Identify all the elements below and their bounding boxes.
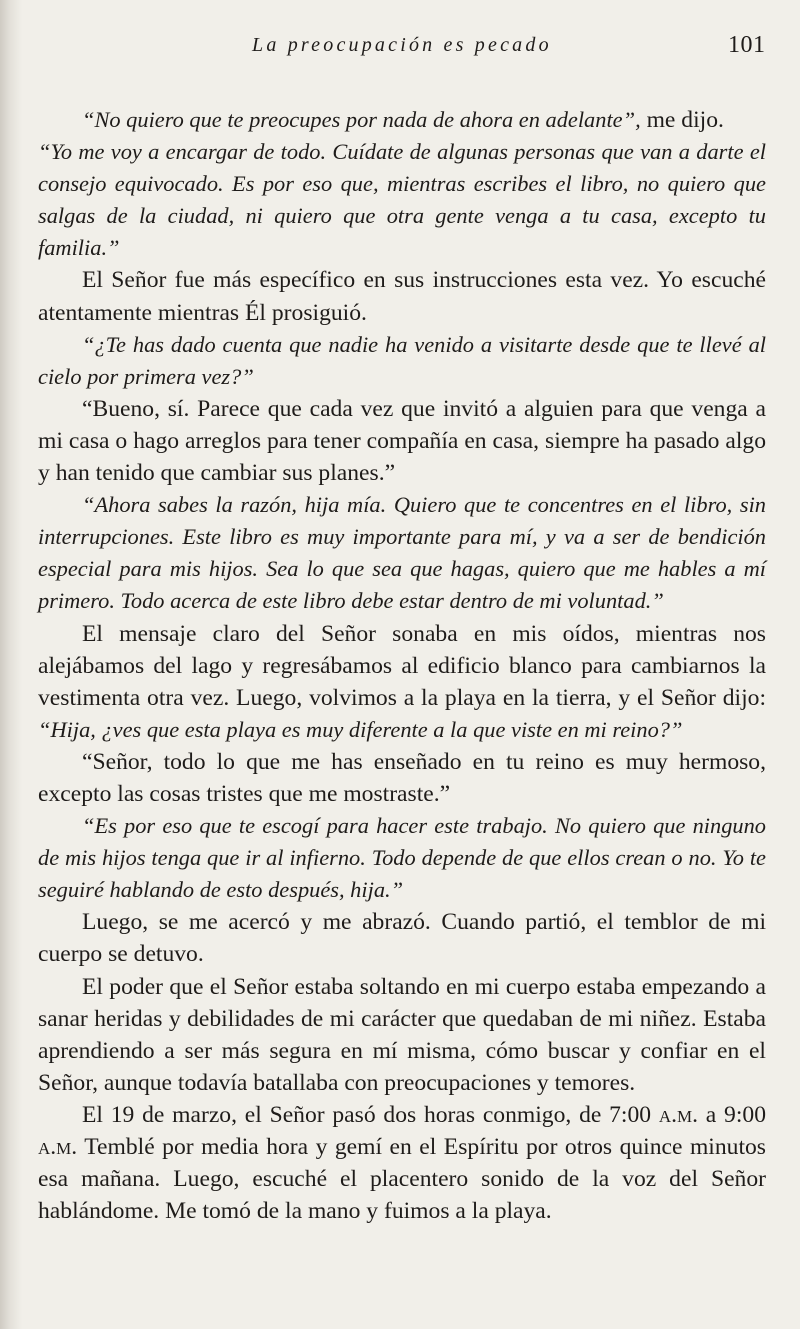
quote-1: “No quiero que te preocupes por nada de ahora en adelante”,: [82, 107, 641, 132]
paragraph-1b: “Yo me voy a encargar de todo. Cuídate de algunas personas que van a darte el consejo equivocado. Es por eso que, mientras escribes el libro, no quiero que salgas de la ciudad, ni quiero que otra gente venga a tu casa, excepto tu familia.”: [38, 139, 766, 261]
quote-1-tail: me dijo.: [640, 107, 724, 133]
time-am-2: a.m.: [38, 1134, 78, 1160]
paragraph-9: Luego, se me acercó y me abrazó. Cuando partió, el temblor de mi cuerpo se detuvo.: [38, 909, 766, 968]
paragraph-11-c: Temblé por media hora y gemí en el Espíritu por otros quince minutos esa mañana. Luego, escuché el placentero sonido de la voz del Señor hablándome. Me tomó de la mano y fuimos a la playa.: [38, 1134, 766, 1225]
running-header: [0, 32, 800, 62]
paragraph-3: “¿Te has dado cuenta que nadie ha venido a visitarte desde que te llevé al cielo por primera vez?”: [38, 331, 766, 389]
paragraph-11: [38, 1099, 766, 1227]
paragraph-4: “Bueno, sí. Parece que cada vez que invitó a alguien para que venga a mi casa o hago arreglos para tener compañía en casa, siempre ha pasado algo y han tenido que cambiar sus planes.”: [38, 395, 766, 487]
paragraph-11-a: El 19 de marzo, el Señor pasó dos horas conmigo, de 7:00: [82, 1101, 659, 1128]
paragraph-6-quote: “Hija, ¿ves que esta playa es muy diferente a la que viste en mi reino?”: [38, 716, 683, 742]
page-gutter-shadow: [0, 0, 22, 1329]
page-number: 101: [728, 32, 766, 58]
paragraph-6-text: El mensaje claro del Señor sonaba en mis oídos, mientras nos alejábamos del lago y regresábamos al edificio blanco para cambiarnos la vestimenta otra vez. Luego, volvimos a la playa en la tierra, y el Señor dijo:: [38, 620, 766, 711]
paragraph-6: [38, 618, 766, 746]
paragraph-11-b: a 9:00: [698, 1101, 766, 1128]
paragraph-7: “Señor, todo lo que me has enseñado en tu reino es muy hermoso, excepto las cosas tristes que me mostraste.”: [38, 748, 766, 807]
running-title: La preocupación es pecado: [252, 34, 552, 56]
paragraph-1: [38, 104, 766, 136]
paragraph-2: El Señor fue más específico en sus instrucciones esta vez. Yo escuché atentamente mientras Él prosiguió.: [38, 267, 766, 326]
time-am-1: a.m.: [658, 1101, 699, 1128]
body-text: [38, 104, 766, 1227]
paragraph-5: “Ahora sabes la razón, hija mía. Quiero que te concentres en el libro, sin interrupciones. Este libro es muy importante para mí, y va a ser de bendición especial para mis hijos. Sea lo que sea que hagas, quiero que me hables a mí primero. Todo acerca de este libro debe estar dentro de mi voluntad.”: [38, 492, 766, 614]
paragraph-10: El poder que el Señor estaba soltando en mi cuerpo estaba empezando a sanar heridas y debilidades de mi carácter que quedaban de mi niñez. Estaba aprendiendo a ser más segura en mí misma, cómo buscar y confiar en el Señor, aunque todavía batallaba con preocupaciones y temores.: [38, 973, 766, 1096]
paragraph-8: “Es por eso que te escogí para hacer este trabajo. No quiero que ninguno de mis hijos tenga que ir al infierno. Todo depende de que ellos crean o no. Yo te seguiré hablando de esto después, hija.”: [38, 813, 766, 903]
